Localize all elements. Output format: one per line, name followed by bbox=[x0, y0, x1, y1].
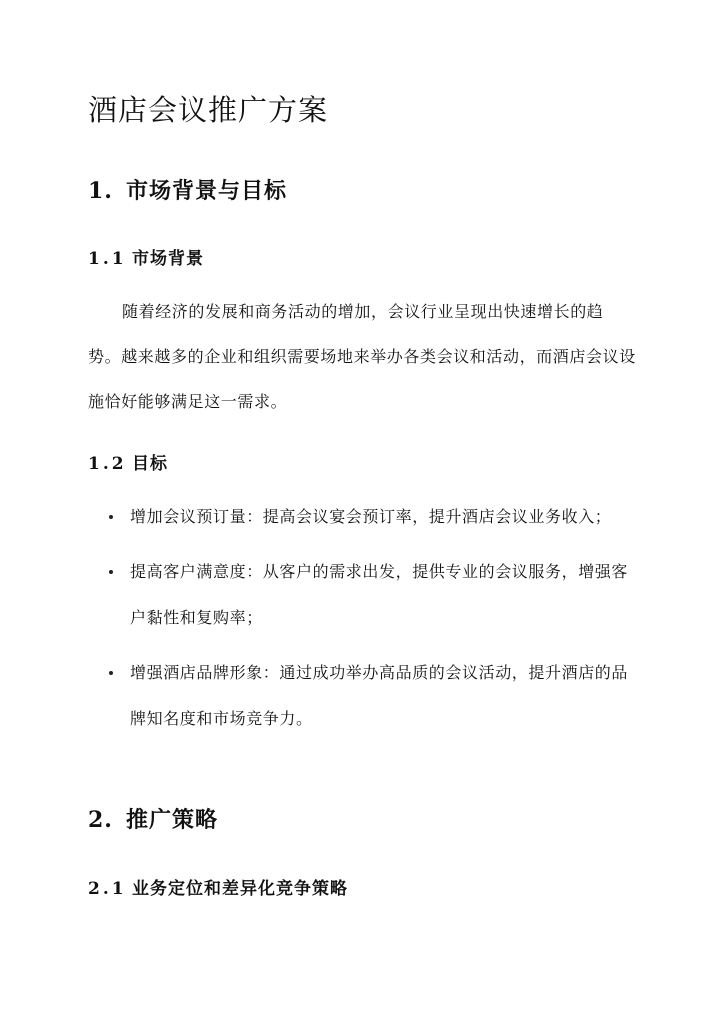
subsection-2-1-title: 业务定位和差异化竞争策略 bbox=[132, 879, 348, 899]
subsection-1-2-number: 1.2 bbox=[88, 454, 127, 474]
subsection-1-1-heading bbox=[88, 244, 204, 269]
goals-list bbox=[88, 494, 636, 751]
goal-text: 增强酒店品牌形象：通过成功举办高品质的会议活动，提升酒店的品牌知名度和市场竞争力。 bbox=[130, 663, 629, 728]
section-1-title: 市场背景与目标 bbox=[126, 178, 288, 204]
goal-text: 增加会议预订量：提高会议宴会预订率，提升酒店会议业务收入； bbox=[130, 507, 612, 526]
bullet-icon bbox=[109, 570, 113, 574]
subsection-1-1-number: 1.1 bbox=[88, 249, 127, 269]
bullet-icon bbox=[109, 515, 113, 519]
subsection-1-2-heading bbox=[88, 449, 168, 474]
list-item bbox=[88, 650, 636, 742]
section-2-number: 2. bbox=[88, 807, 113, 833]
section-2-title: 推广策略 bbox=[126, 807, 219, 833]
bullet-icon bbox=[109, 671, 113, 675]
list-item bbox=[88, 549, 636, 641]
goal-text: 提高客户满意度：从客户的需求出发，提供专业的会议服务，增强客户黏性和复购率； bbox=[130, 562, 629, 627]
market-background-paragraph: 随着经济的发展和商务活动的增加，会议行业呈现出快速增长的趋势。越来越多的企业和组织需要场地来举办各类会议和活动，而酒店会议设施恰好能够满足这一需求。 bbox=[88, 302, 636, 411]
subsection-2-1-number: 2.1 bbox=[88, 879, 127, 899]
subsection-1-1-title: 市场背景 bbox=[132, 249, 204, 269]
section-1-number: 1. bbox=[88, 178, 113, 204]
subsection-1-2-title: 目标 bbox=[132, 454, 168, 474]
document-title: 酒店会议推广方案 bbox=[88, 93, 329, 127]
list-item bbox=[88, 494, 636, 540]
section-1-heading bbox=[88, 174, 287, 205]
subsection-2-1-heading bbox=[88, 874, 348, 899]
section-2-heading bbox=[88, 803, 218, 834]
